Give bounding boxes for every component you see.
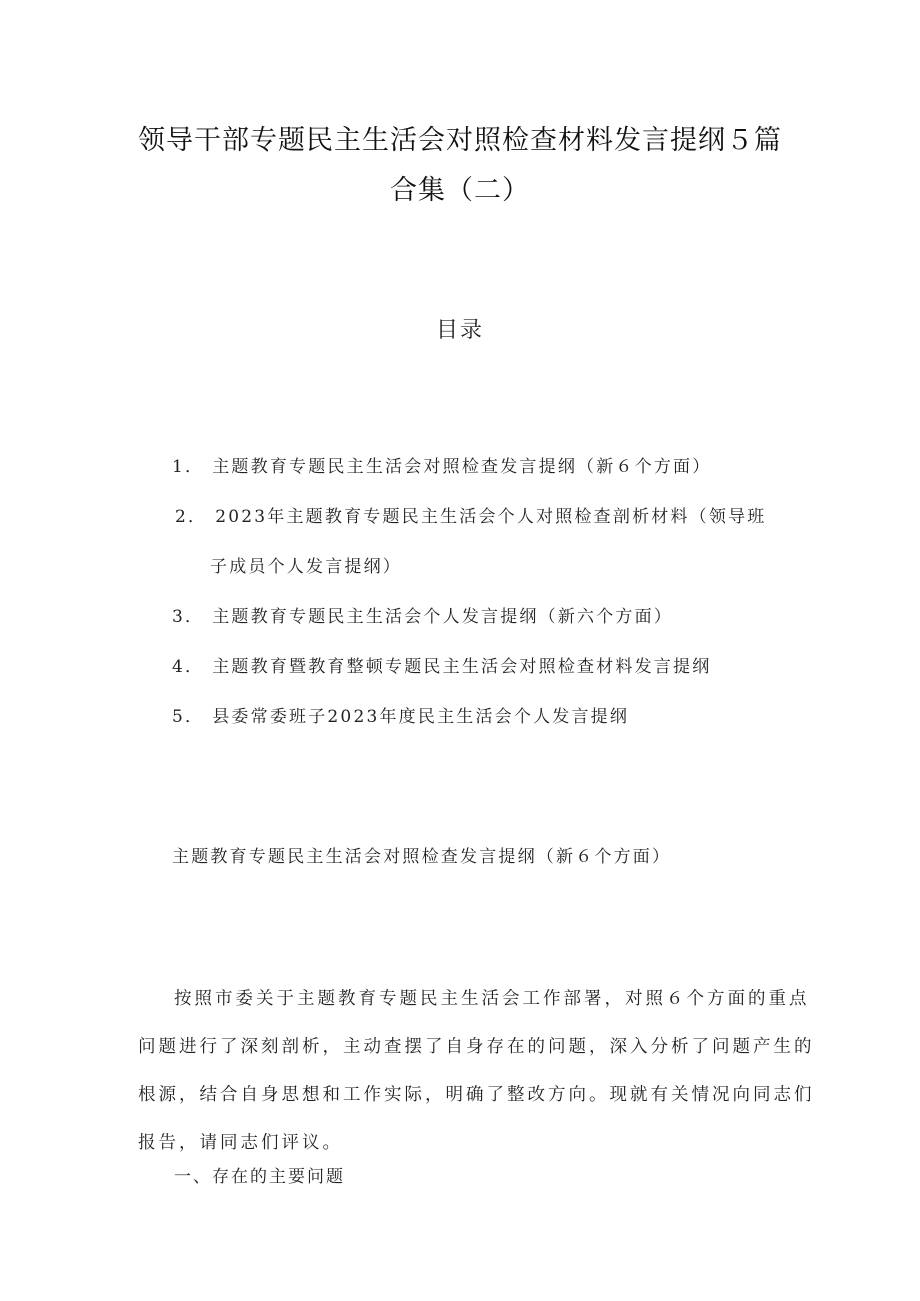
- toc-item-number: 5．: [172, 707, 205, 727]
- paragraph-line: 按照市委关于主题教育专题民主生活会工作部署，对照６个方面的重点: [174, 989, 810, 1009]
- toc-item-number: 4．: [172, 657, 205, 677]
- paragraph-line: 问题进行了深刻剖析，主动查摆了自身存在的问题，深入分析了问题产生的: [138, 1037, 815, 1057]
- document-title-line-2: 合集（二）: [390, 175, 530, 206]
- section-title: 主题教育专题民主生活会对照检查发言提纲（新６个方面）: [172, 847, 672, 867]
- paragraph-line: 报告，请同志们评议。: [138, 1133, 343, 1153]
- toc-item-text: 县委常委班子2023年度民主生活会个人发言提纲: [212, 707, 630, 727]
- toc-item-number: 3．: [172, 607, 205, 627]
- sub-heading: 一、存在的主要问题: [174, 1167, 345, 1187]
- toc-item-number: 2．: [175, 507, 208, 527]
- toc-item-4[interactable]: [172, 652, 711, 677]
- toc-item-5[interactable]: [172, 702, 629, 727]
- toc-heading: 目录: [435, 318, 484, 343]
- paragraph-line: 根源，结合自身思想和工作实际，明确了整改方向。现就有关情况向同志们: [138, 1085, 815, 1105]
- toc-item-text: 2023年主题教育专题民主生活会个人对照检查剖析材料（领导班: [215, 507, 767, 527]
- toc-item-text: 主题教育暨教育整顿专题民主生活会对照检查材料发言提纲: [212, 657, 712, 677]
- document-title-line-1: 领导干部专题民主生活会对照检查材料发言提纲５篇: [138, 125, 782, 156]
- toc-item-number: 1．: [172, 457, 205, 477]
- toc-item-2[interactable]: [175, 502, 766, 527]
- toc-item-text: 主题教育专题民主生活会对照检查发言提纲（新６个方面）: [212, 457, 712, 477]
- toc-item-2-continuation[interactable]: 子成员个人发言提纲）: [210, 557, 402, 577]
- toc-item-text: 主题教育专题民主生活会个人发言提纲（新六个方面）: [212, 607, 674, 627]
- toc-item-3[interactable]: [172, 602, 673, 627]
- toc-item-1[interactable]: [172, 452, 711, 477]
